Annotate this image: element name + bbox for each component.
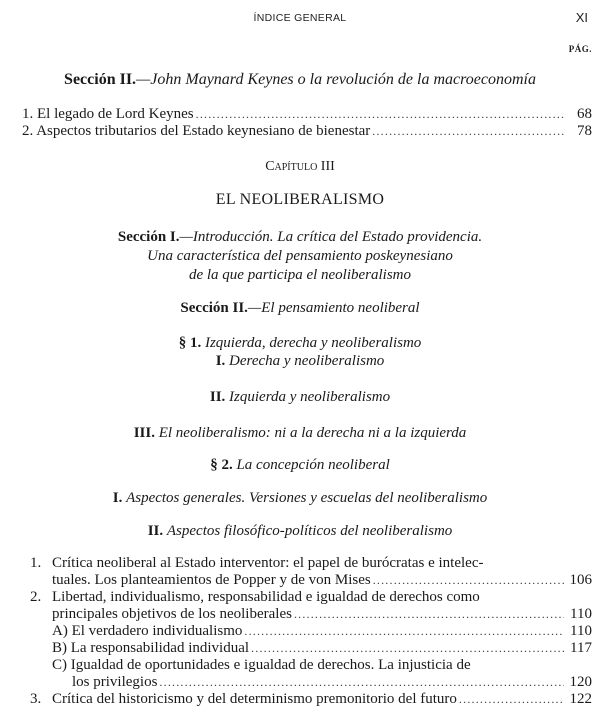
toc-entry-title-cont: tuales. Los planteamientos de Popper y de von Mises xyxy=(52,572,371,588)
toc-entry-title: Libertad, individualismo, responsabilidad e igualdad de derechos como xyxy=(52,589,480,605)
toc-entry-page: 68 xyxy=(577,106,592,122)
toc-entry-title: Igualdad de oportunidades e igualdad de derechos. La injusticia de xyxy=(70,657,471,673)
toc-entry-page: 78 xyxy=(577,123,592,139)
subheading-aspectos-generales xyxy=(0,489,600,508)
subheading-label: II. xyxy=(147,523,164,539)
toc-entry-page: 110 xyxy=(570,623,592,639)
toc-entry-number: C) xyxy=(52,657,67,673)
subheading-ni-derecha-ni-izquierda xyxy=(0,424,600,443)
subheading-title: Aspectos generales. Versiones y escuelas del neoliberalismo xyxy=(126,490,488,506)
subheading-izquierda xyxy=(0,388,600,407)
toc-entry-title: El verdadero individualismo xyxy=(71,623,243,639)
section-heading-keynes xyxy=(0,70,600,89)
paragraph-heading-1 xyxy=(0,334,600,353)
leader-dots xyxy=(459,690,564,709)
toc-entry-text xyxy=(30,690,457,709)
subheading-title: El neoliberalismo: ni a la derecha ni a la izquierda xyxy=(158,425,467,441)
subheading-title: Izquierda y neoliberalismo xyxy=(229,389,391,405)
toc-entry-title: Aspectos tributarios del Estado keynesiano de bienestar xyxy=(36,123,371,139)
section-title-line1: —Introducción. La crítica del Estado providencia. xyxy=(179,229,483,245)
subheading-title: Derecha y neoliberalismo xyxy=(229,353,385,369)
toc-entry-number: 3. xyxy=(30,691,42,707)
toc-entry-title: El legado de Lord Keynes xyxy=(37,106,194,122)
toc-entry[interactable] xyxy=(30,690,592,709)
toc-entry-page: 106 xyxy=(569,572,592,588)
section-title: —John Maynard Keynes o la revolución de la macroeconomía xyxy=(136,71,536,88)
toc-entry-title-cont: los privilegios xyxy=(72,674,158,690)
section-label: Sección I. xyxy=(117,229,180,245)
section-title-line3: de la que participa el neoliberalismo xyxy=(188,267,412,283)
toc-entry-page: 122 xyxy=(569,691,592,707)
section-label: Sección II. xyxy=(180,300,248,316)
toc-entry-text xyxy=(22,122,370,141)
toc-entry[interactable] xyxy=(22,122,592,141)
chapter-label: Capítulo III xyxy=(265,159,335,174)
toc-entry-page: 120 xyxy=(569,674,592,690)
subheading-aspectos-filosoficos xyxy=(0,522,600,541)
chapter-title: EL NEOLIBERALISMO xyxy=(215,191,385,208)
toc-entry-number: 2. xyxy=(30,589,42,605)
toc-entry-number: 1. xyxy=(22,106,34,122)
subheading-label: II. xyxy=(209,389,226,405)
paragraph-label: § 1. xyxy=(178,335,202,351)
toc-entry-page: 117 xyxy=(570,640,592,656)
subheading-derecha xyxy=(0,352,600,371)
section-heading-pensamiento xyxy=(0,299,600,318)
paragraph-title: Izquierda, derecha y neoliberalismo xyxy=(204,335,422,351)
subheading-label: III. xyxy=(133,425,155,441)
section-title-line2: Una característica del pensamiento poskeynesiano xyxy=(147,248,453,264)
subheading-title: Aspectos filosófico-políticos del neoliberalismo xyxy=(166,523,453,539)
paragraph-title: La concepción neoliberal xyxy=(236,457,390,473)
section-title: —El pensamiento neoliberal xyxy=(247,300,420,316)
page-column-label: PÁG. xyxy=(568,44,592,54)
section-heading-introduccion xyxy=(0,228,600,247)
toc-entry-number: B) xyxy=(52,640,67,656)
paragraph-label: § 2. xyxy=(210,457,233,473)
toc-entry-title: Crítica neoliberal al Estado interventor: el papel de burócratas e intelec- xyxy=(52,555,484,571)
toc-entry-number: A) xyxy=(52,623,68,639)
paragraph-heading-2 xyxy=(0,456,600,475)
toc-entry-page: 110 xyxy=(570,606,592,622)
page-folio: XI xyxy=(575,10,588,25)
toc-entry-number: 2. xyxy=(22,123,34,139)
leader-dots xyxy=(372,122,564,141)
toc-entry-title: La responsabilidad individual xyxy=(70,640,250,656)
toc-entry-title-cont: principales objetivos de los neoliberales xyxy=(52,606,292,622)
subheading-label: I. xyxy=(215,353,226,369)
running-head: ÍNDICE GENERAL xyxy=(253,12,347,24)
toc-entry-number: 1. xyxy=(30,555,42,571)
section-label: Sección II. xyxy=(64,71,137,88)
subheading-label: I. xyxy=(112,490,123,506)
toc-entry-title: Crítica del historicismo y del determinismo premonitorio del futuro xyxy=(52,691,457,707)
